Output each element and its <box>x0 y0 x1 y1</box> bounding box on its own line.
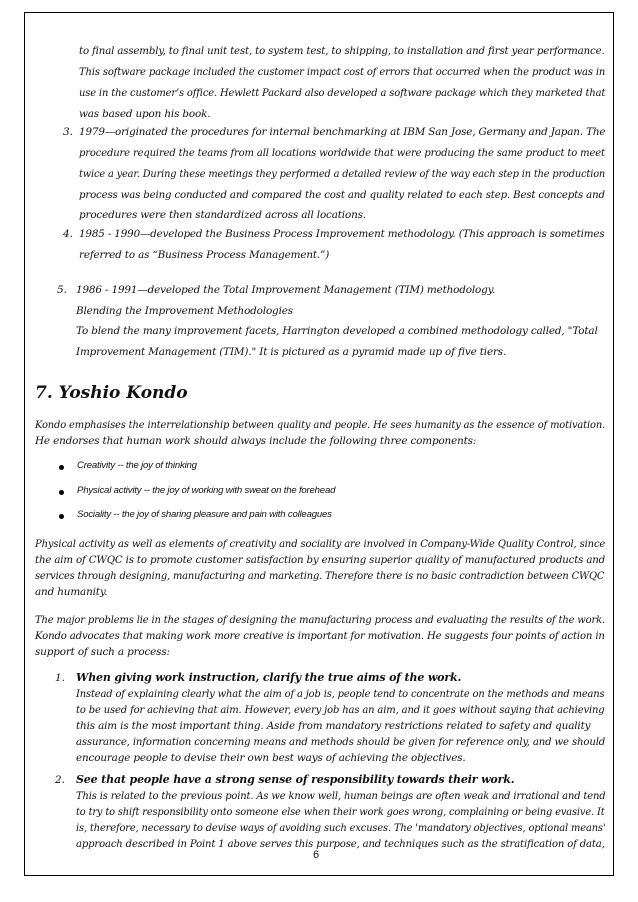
bullet-item: Physical activity -- the joy of working with sweat on the forehead <box>77 485 336 496</box>
document-page <box>24 12 614 876</box>
list-number: 5. <box>57 284 67 296</box>
text-line: encourage people to devise their own best ways of achieving the objectives. <box>76 752 466 764</box>
text-line: He endorses that human work should always include the following three components: <box>35 435 477 447</box>
list-number: 4. <box>63 228 73 240</box>
bullet-icon <box>59 465 64 470</box>
text-line: The major problems lie in the stages of designing the manufacturing process and evaluating the results of the work. <box>35 614 605 626</box>
text-line: Improvement Management (TIM)." It is pictured as a pyramid made up of five tiers. <box>76 346 507 358</box>
page-number: 6 <box>313 849 320 861</box>
text-line: Kondo emphasises the interrelationship between quality and people. He sees humanity as the essence of motivation. <box>35 419 606 431</box>
text-line: to final assembly, to final unit test, to system test, to shipping, to installation and first year performance. <box>79 45 605 57</box>
text-line: 1985 - 1990—developed the Business Process Improvement methodology. (This approach is sometimes <box>79 228 605 240</box>
bullet-icon <box>59 514 64 519</box>
text-line: the aim of CWQC is to promote customer satisfaction by ensuring superior quality of manufactured products and <box>35 554 606 566</box>
text-line: is, therefore, necessary to devise ways of avoiding such excuses. The 'mandatory objectives, optional means' <box>76 822 606 834</box>
text-line: referred to as “Business Process Management.”) <box>79 249 330 261</box>
text-line: this aim is the most important thing. Aside from mandatory restrictions related to safety and quality <box>76 720 591 732</box>
text-line: was based upon his book. <box>79 108 211 120</box>
text-line: Kondo advocates that making work more creative is important for motivation. He suggests four points of action in <box>35 630 605 642</box>
text-line: and humanity. <box>35 586 108 598</box>
text-line: procedure required the teams from all locations worldwide that were producing the same product to meet <box>79 147 605 159</box>
text-line: twice a year. During these meetings they performed a detailed review of the way each step in the production <box>79 168 606 180</box>
bullet-item: Sociality -- the joy of sharing pleasure and pain with colleagues <box>77 509 332 520</box>
list-number: 2. <box>55 774 65 786</box>
text-line: to be used for achieving that aim. However, every job has an aim, and it goes without saying that achieving <box>76 704 605 716</box>
list-number: 3. <box>63 126 73 138</box>
text-line: Blending the Improvement Methodologies <box>76 305 293 317</box>
text-line: procedures were then standardized across all locations. <box>79 209 366 221</box>
text-line: To blend the many improvement facets, Harrington developed a combined methodology called, "Total <box>76 325 598 337</box>
action-title: When giving work instruction, clarify the true aims of the work. <box>76 671 462 684</box>
text-line: to try to shift responsibility onto someone else when their work goes wrong, complaining or being evasive. It <box>76 806 605 818</box>
list-number: 1. <box>55 672 65 684</box>
text-line: 1986 - 1991—developed the Total Improvement Management (TIM) methodology. <box>76 284 496 296</box>
text-line: use in the customer’s office. Hewlett Packard also developed a software package which they marketed that <box>79 87 606 99</box>
text-line: support of such a process: <box>35 646 170 658</box>
text-line: This is related to the previous point. As we know well, human beings are often weak and irrational and tend <box>76 790 606 802</box>
text-line: assurance, information concerning means and methods should be given for reference only, and we should <box>76 736 606 748</box>
text-line: services through designing, manufacturing and marketing. Therefore there is no basic contradiction between CWQC <box>35 570 605 582</box>
section-heading: 7. Yoshio Kondo <box>35 383 188 403</box>
text-line: 1979—originated the procedures for internal benchmarking at IBM San Jose, Germany and Japan. The <box>79 126 606 138</box>
text-line: Instead of explaining clearly what the aim of a job is, people tend to concentrate on the methods and means <box>76 688 605 700</box>
text-line: approach described in Point 1 above serves this purpose, and techniques such as the stratification of data, <box>76 838 605 850</box>
text-line: Physical activity as well as elements of creativity and sociality are involved in Company-Wide Quality Control, since <box>35 538 606 550</box>
bullet-icon <box>59 490 64 495</box>
bullet-item: Creativity -- the joy of thinking <box>77 460 197 471</box>
text-line: process was being conducted and compared the cost and quality related to each step. Best concepts and <box>79 189 605 201</box>
text-line: This software package included the customer impact cost of errors that occurred when the product was in <box>79 66 606 78</box>
action-title: See that people have a strong sense of responsibility towards their work. <box>76 773 515 786</box>
